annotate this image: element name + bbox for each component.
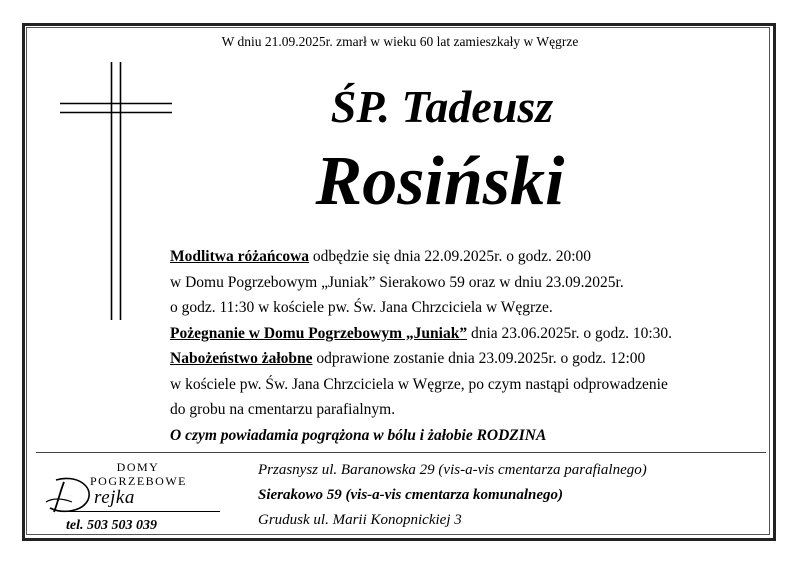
- logo-pogrzebowe: POGRZEBOWE: [90, 474, 187, 488]
- deceased-first-name: ŚP. Tadeusz: [330, 81, 554, 132]
- ceremony-details: [170, 244, 770, 423]
- logo-initial: D: [70, 496, 71, 497]
- deceased-surname: Rosiński: [315, 143, 565, 220]
- farewell-label: Pożegnanie w Domu Pogrzebowym „Juniak”: [170, 324, 468, 342]
- funeral-home-logo: [40, 460, 220, 535]
- farewell-text: dnia 23.06.2025r. o godz. 10:30.: [467, 324, 673, 342]
- footer-divider: [36, 452, 766, 453]
- address-przasnysz: Przasnysz ul. Baranowska 29 (vis-a-vis cmentarza parafialnego): [258, 462, 647, 478]
- rosary-label: Modlitwa różańcowa: [170, 248, 310, 265]
- phone-number: tel. 503 503 039: [66, 518, 157, 533]
- burial-line: do grobu na cmentarzu parafialnym.: [170, 401, 396, 418]
- family-closing: O czym powiadamia pogrążona w bólu i żałobie RODZINA: [170, 427, 547, 444]
- rosary-text: odbędzie się dnia 22.09.2025r. o godz. 20:00: [309, 248, 592, 265]
- logo-domy: DOMY: [116, 460, 160, 474]
- rosary-second-line: o godz. 11:30 w kościele pw. Św. Jana Chrzciciela w Węgrze.: [170, 299, 553, 316]
- logo-d-icon: [42, 472, 98, 516]
- funeral-home-addresses: [258, 458, 647, 533]
- address-grudusk: Grudusk ul. Marii Konopnickiej 3: [258, 512, 462, 528]
- rosary-location-line: w Domu Pogrzebowym „Juniak” Sierakowo 59 oraz w dniu 23.09.2025r.: [170, 273, 624, 291]
- address-sierakowo: Sierakowo 59 (vis-a-vis cmentarza komunalnego): [258, 487, 564, 503]
- logo-underline: [68, 511, 220, 512]
- death-announcement: W dniu 21.09.2025r. zmarł w wieku 60 lat zamieszkały w Węgrze: [221, 34, 579, 49]
- mass-text: odprawione zostanie dnia 23.09.2025r. o godz. 12:00: [312, 350, 646, 367]
- mass-label: Nabożeństwo żałobne: [170, 350, 313, 367]
- farewell-line: [170, 321, 770, 347]
- mass-line: [170, 346, 770, 372]
- logo-brand-name: rejka: [94, 487, 135, 508]
- rosary-line: [170, 244, 770, 270]
- mass-location-line: w kościele pw. Św. Jana Chrzciciela w Węgrze, po czym nastąpi odprowadzenie: [170, 375, 668, 393]
